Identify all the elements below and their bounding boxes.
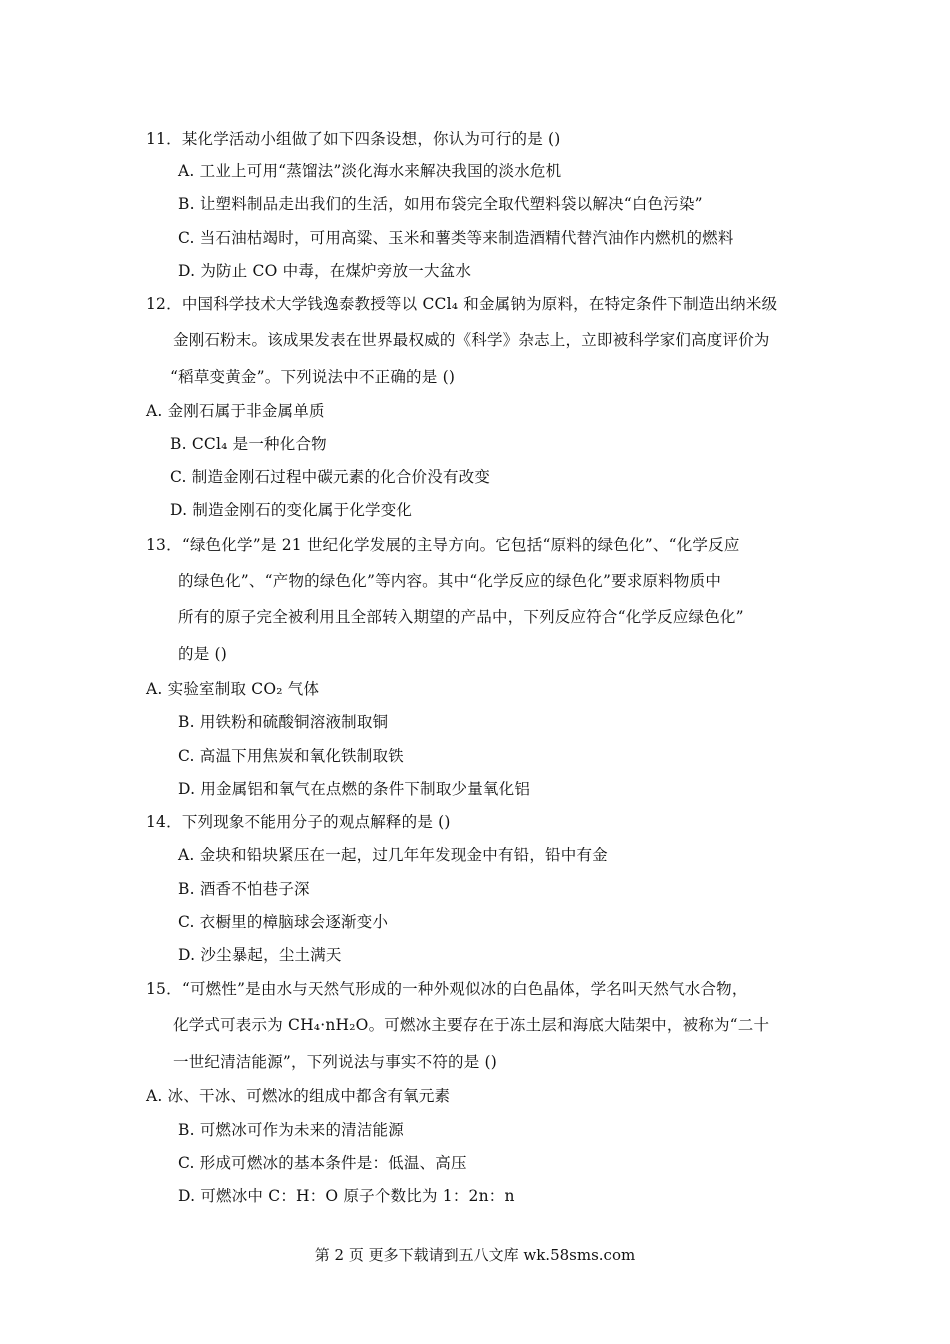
q14-option-a: A. 金块和铅块紧压在一起，过几年年发现金中有铅，铅中有金 [178, 846, 608, 864]
q15-stem-line-2: 化学式可表示为 CH₄·nH₂O。可燃冰主要存在于冻土层和海底大陆架中，被称为“二十 [173, 1016, 770, 1034]
q12-stem-line-3: “稻草变黄金”。下列说法中不正确的是 () [170, 368, 456, 386]
q12-stem-line-1: 12．中国科学技术大学钱逸泰教授等以 CCl₄ 和金属钠为原料，在特定条件下制造出纳米级 [146, 295, 778, 313]
q13-option-a: A. 实验室制取 CO₂ 气体 [146, 680, 320, 698]
q12-option-b: B. CCl₄ 是一种化合物 [170, 435, 327, 453]
q11-option-b: B. 让塑料制品走出我们的生活，如用布袋完全取代塑料袋以解决“白色污染” [178, 195, 703, 213]
q12-stem-line-2: 金刚石粉末。该成果发表在世界最权威的《科学》杂志上，立即被科学家们高度评价为 [173, 331, 770, 349]
q14-option-c: C. 衣橱里的樟脑球会逐渐变小 [178, 913, 389, 931]
q12-option-a: A. 金刚石属于非金属单质 [146, 402, 325, 420]
q13-option-b: B. 用铁粉和硫酸铜溶液制取铜 [178, 713, 389, 731]
q11-option-a: A. 工业上可用“蒸馏法”淡化海水来解决我国的淡水危机 [178, 162, 562, 180]
q13-stem-line-1: 13．“绿色化学”是 21 世纪化学发展的主导方向。它包括“原料的绿色化”、“化学反应 [146, 536, 740, 554]
q15-option-c: C. 形成可燃冰的基本条件是：低温、高压 [178, 1154, 467, 1172]
q11-option-d: D. 为防止 CO 中毒，在煤炉旁放一大盆水 [178, 262, 472, 280]
q12-option-d: D. 制造金刚石的变化属于化学变化 [170, 501, 413, 519]
q15-stem-line-1: 15．“可燃性”是由水与天然气形成的一种外观似冰的白色晶体，学名叫天然气水合物， [146, 980, 748, 998]
q12-option-c: C. 制造金刚石过程中碳元素的化合价没有改变 [170, 468, 491, 486]
q13-stem-line-2: 的绿色化”、“产物的绿色化”等内容。其中“化学反应的绿色化”要求原料物质中 [178, 572, 722, 590]
q14-stem-line-1: 14．下列现象不能用分子的观点解释的是 () [146, 813, 451, 831]
q11-stem-line-1: 11．某化学活动小组做了如下四条设想，你认为可行的是 () [146, 130, 561, 148]
q13-stem-line-4: 的是 () [178, 645, 228, 663]
q15-stem-line-3: 一世纪清洁能源”，下列说法与事实不符的是 () [173, 1053, 498, 1071]
q13-stem-line-3: 所有的原子完全被利用且全部转入期望的产品中，下列反应符合“化学反应绿色化” [178, 608, 744, 626]
q15-option-b: B. 可燃冰可作为未来的清洁能源 [178, 1121, 404, 1139]
q15-option-d: D. 可燃冰中 C：H：O 原子个数比为 1：2n：n [178, 1187, 515, 1205]
q13-option-d: D. 用金属铝和氧气在点燃的条件下制取少量氧化铝 [178, 780, 531, 798]
page-footer: 第 2 页 更多下载请到五八文库 wk.58sms.com [314, 1246, 636, 1264]
q14-option-b: B. 酒香不怕巷子深 [178, 880, 310, 898]
q14-option-d: D. 沙尘暴起，尘土满天 [178, 946, 342, 964]
q11-option-c: C. 当石油枯竭时，可用高粱、玉米和薯类等来制造酒精代替汽油作内燃机的燃料 [178, 229, 734, 247]
q13-option-c: C. 高温下用焦炭和氧化铁制取铁 [178, 747, 404, 765]
q15-option-a: A. 冰、干冰、可燃冰的组成中都含有氧元素 [146, 1087, 451, 1105]
